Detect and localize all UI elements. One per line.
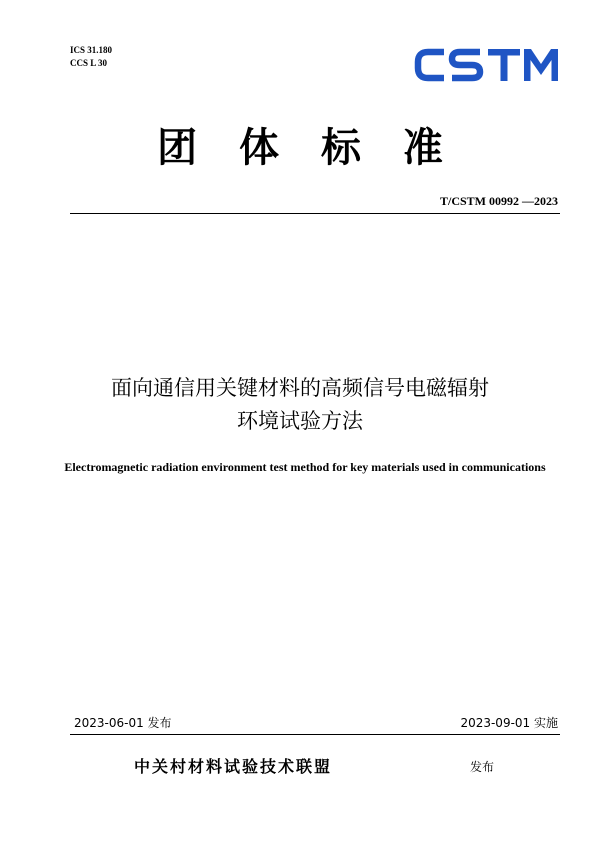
- ccs-code: CCS L 30: [70, 58, 108, 68]
- document-title-en: Electromagnetic radiation environment test method for key materials used in communications: [64, 460, 546, 474]
- issuing-organization: 中关村材料试验技术联盟: [134, 757, 333, 776]
- bottom-divider: [70, 734, 560, 735]
- title-cn-line1: 面向通信用关键材料的高频信号电磁辐射: [111, 376, 489, 400]
- classification-codes: [70, 44, 112, 70]
- publish-date: 2023-06-01 发布: [74, 716, 172, 730]
- top-divider: [70, 213, 560, 214]
- standard-number: T/CSTM 00992 —2023: [439, 194, 558, 208]
- standard-type-heading: 团 体 标 准: [157, 125, 457, 171]
- cstm-logo: [414, 44, 560, 86]
- ics-code: ICS 31.180: [70, 45, 113, 55]
- issuer-suffix: 发布: [470, 760, 495, 774]
- implement-date: 2023-09-01 实施: [460, 716, 558, 730]
- title-cn-line2: 环境试验方法: [237, 409, 363, 433]
- document-title-cn: [0, 372, 600, 438]
